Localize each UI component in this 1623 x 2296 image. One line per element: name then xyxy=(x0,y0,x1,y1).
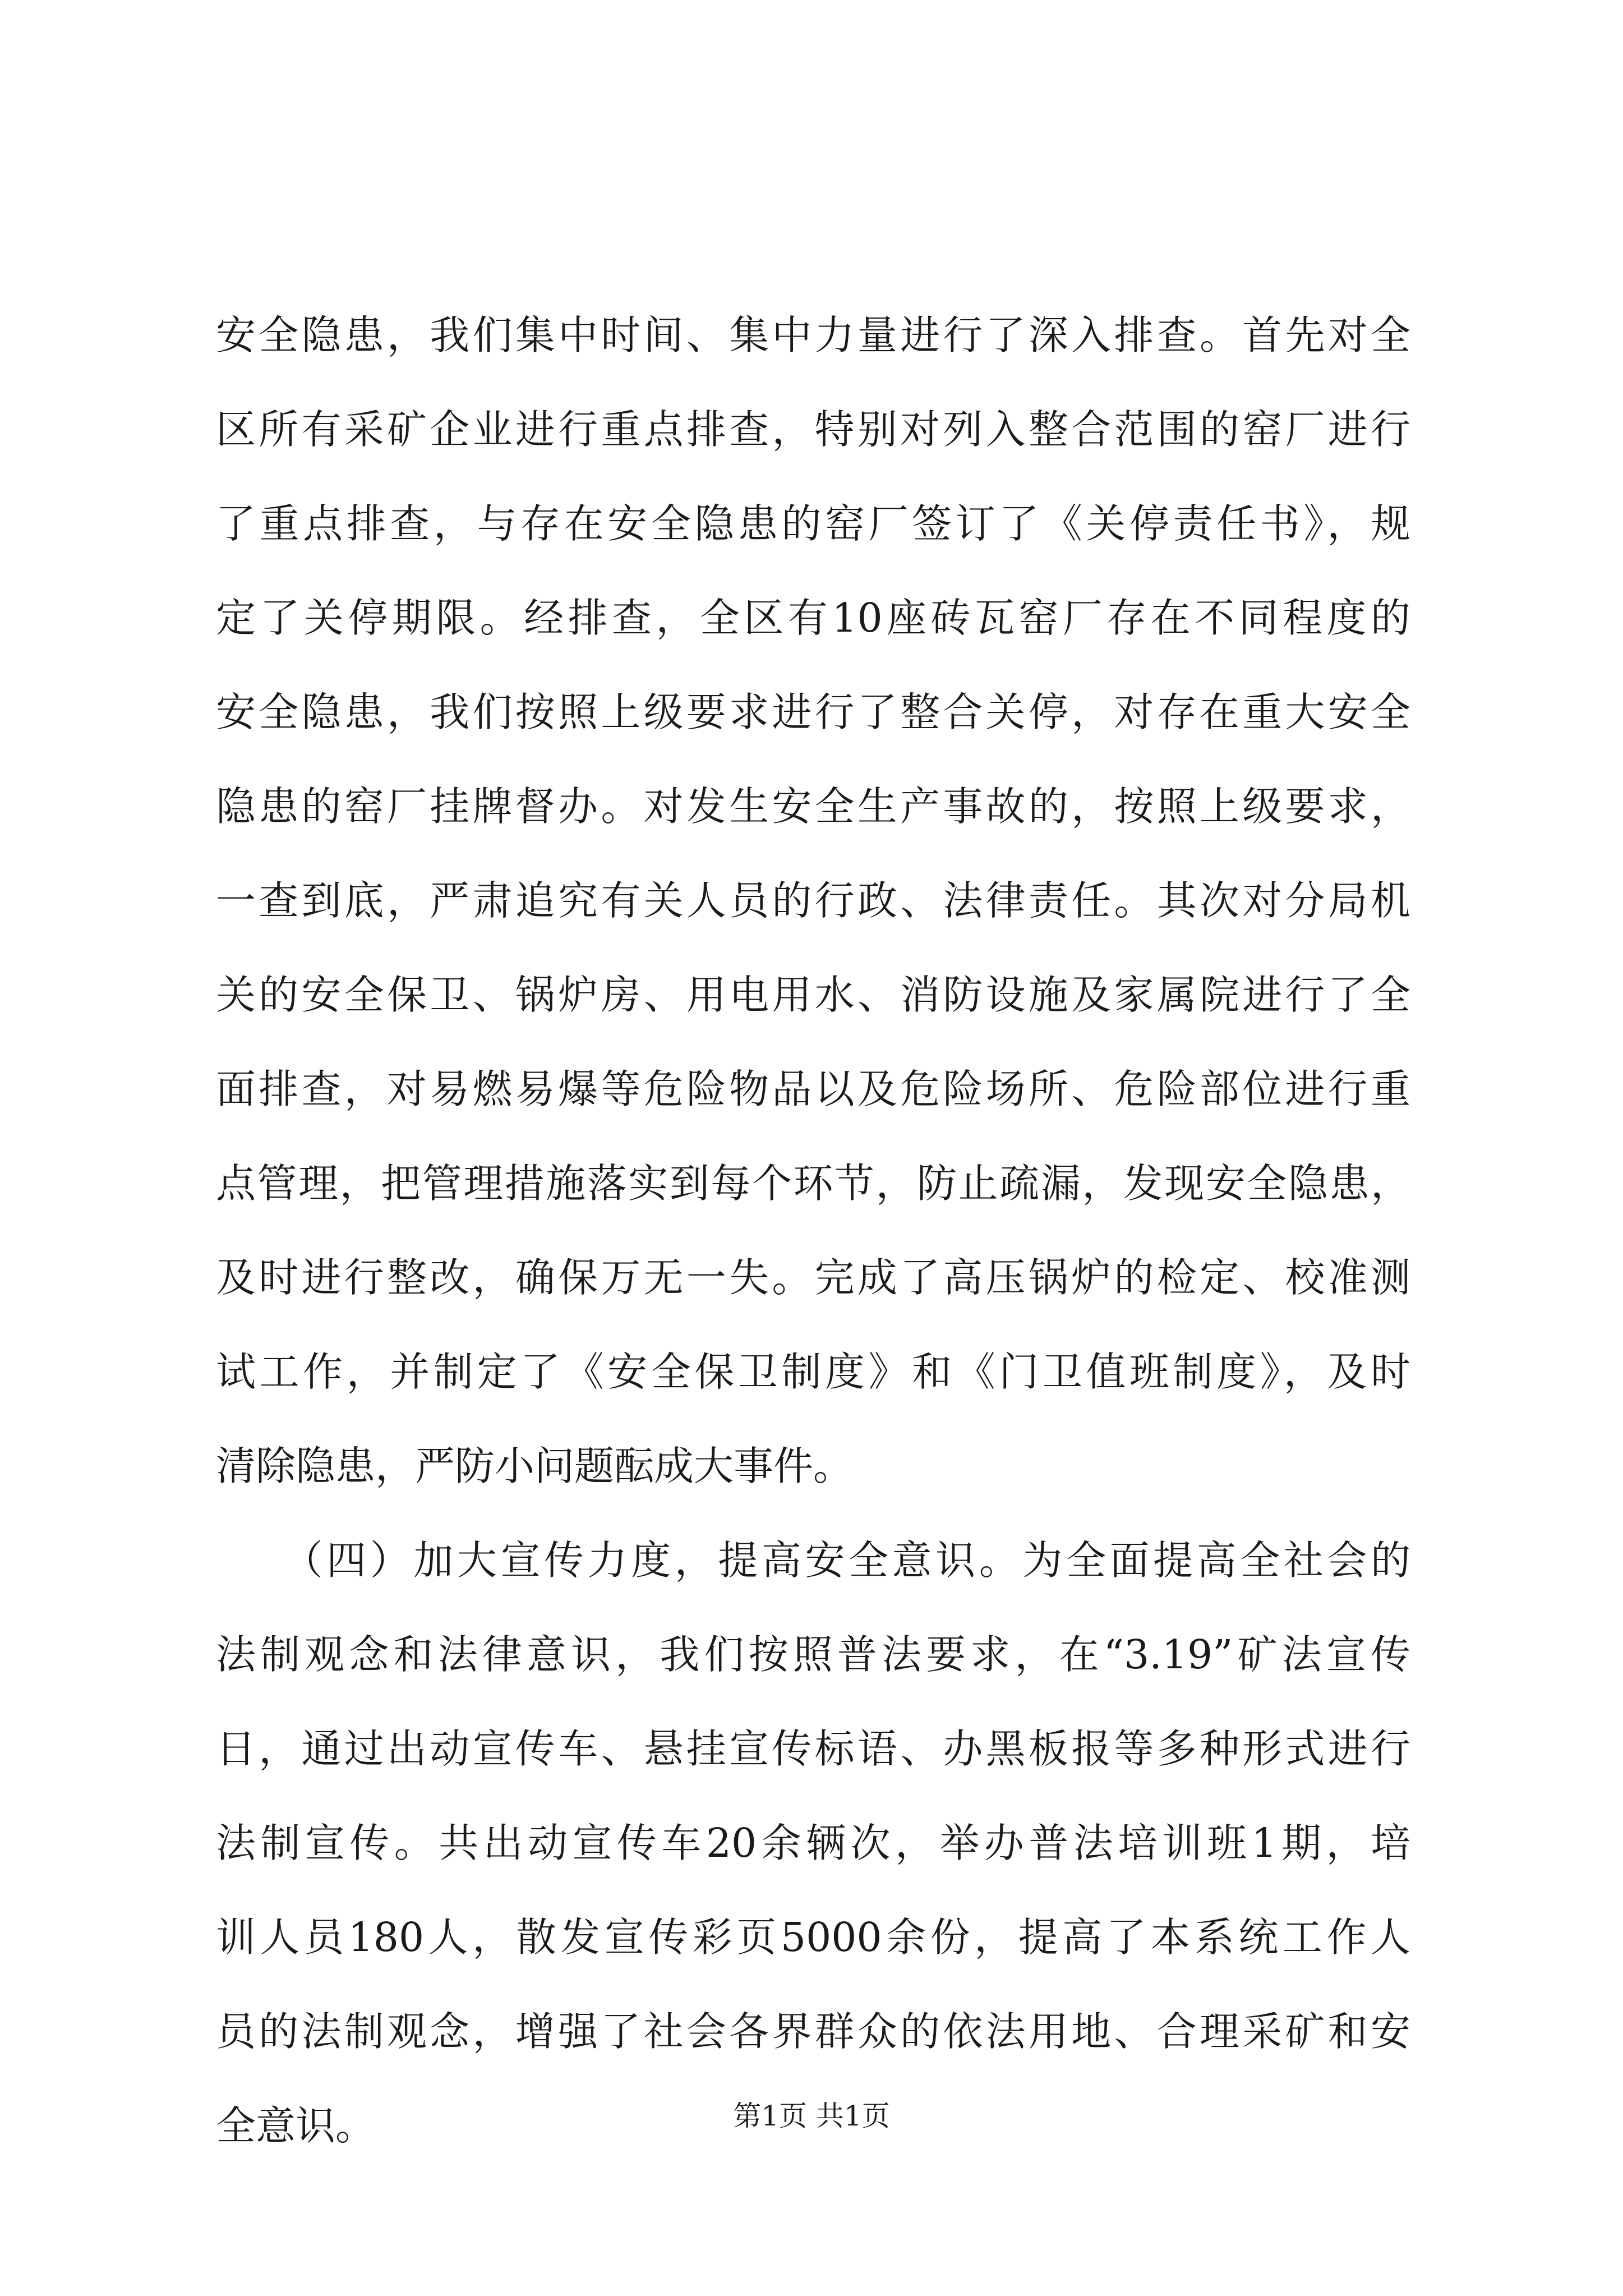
text-line: 清除隐患，严防小问题酝成大事件。 xyxy=(216,1443,854,1489)
text-line: 试工作，并制定了《安全保卫制度》和《门卫值班制度》，及时 xyxy=(216,1349,1410,1395)
text-line: 全意识。 xyxy=(216,2102,376,2149)
text-line: 员的法制观念，增强了社会各界群众的依法用地、合理采矿和安 xyxy=(216,2008,1410,2055)
text-line: 面排查，对易燃易爆等危险物品以及危险场所、危险部位进行重 xyxy=(216,1066,1410,1112)
page-footer: 第1页 共1页 xyxy=(733,2100,890,2132)
body-text xyxy=(216,288,1410,2173)
text-line: 区所有采矿企业进行重点排查，特别对列入整合范围的窑厂进行 xyxy=(216,406,1410,453)
text-line: 法制观念和法律意识，我们按照普法要求，在“3.19”矿法宣传 xyxy=(216,1631,1410,1678)
text-line: 关的安全保卫、锅炉房、用电用水、消防设施及家属院进行了全 xyxy=(216,972,1410,1018)
text-line: 点管理，把管理措施落实到每个环节，防止疏漏，发现安全隐患， xyxy=(216,1160,1410,1207)
text-line: 法制宣传。共出动宣传车20余辆次，举办普法培训班1期，培 xyxy=(216,1820,1410,1866)
text-line: 日，通过出动宣传车、悬挂宣传标语、办黑板报等多种形式进行 xyxy=(216,1726,1410,1772)
text-line: 安全隐患，我们集中时间、集中力量进行了深入排查。首先对全 xyxy=(216,312,1410,358)
text-line: 了重点排查，与存在安全隐患的窑厂签订了《关停责任书》，规 xyxy=(216,500,1410,547)
text-line: 及时进行整改，确保万无一失。完成了高压锅炉的检定、校准测 xyxy=(216,1254,1410,1301)
text-line: 定了关停期限。经排查，全区有10座砖瓦窑厂存在不同程度的 xyxy=(216,595,1410,641)
text-line: 训人员180人，散发宣传彩页5000余份，提高了本系统工作人 xyxy=(216,1914,1410,1961)
text-line: 隐患的窑厂挂牌督办。对发生安全生产事故的，按照上级要求， xyxy=(216,783,1410,830)
text-line: （四）加大宣传力度，提高安全意识。为全面提高全社会的 xyxy=(216,1537,1410,1584)
text-line: 一查到底，严肃追究有关人员的行政、法律责任。其次对分局机 xyxy=(216,877,1410,924)
text-line: 安全隐患，我们按照上级要求进行了整合关停，对存在重大安全 xyxy=(216,689,1410,735)
